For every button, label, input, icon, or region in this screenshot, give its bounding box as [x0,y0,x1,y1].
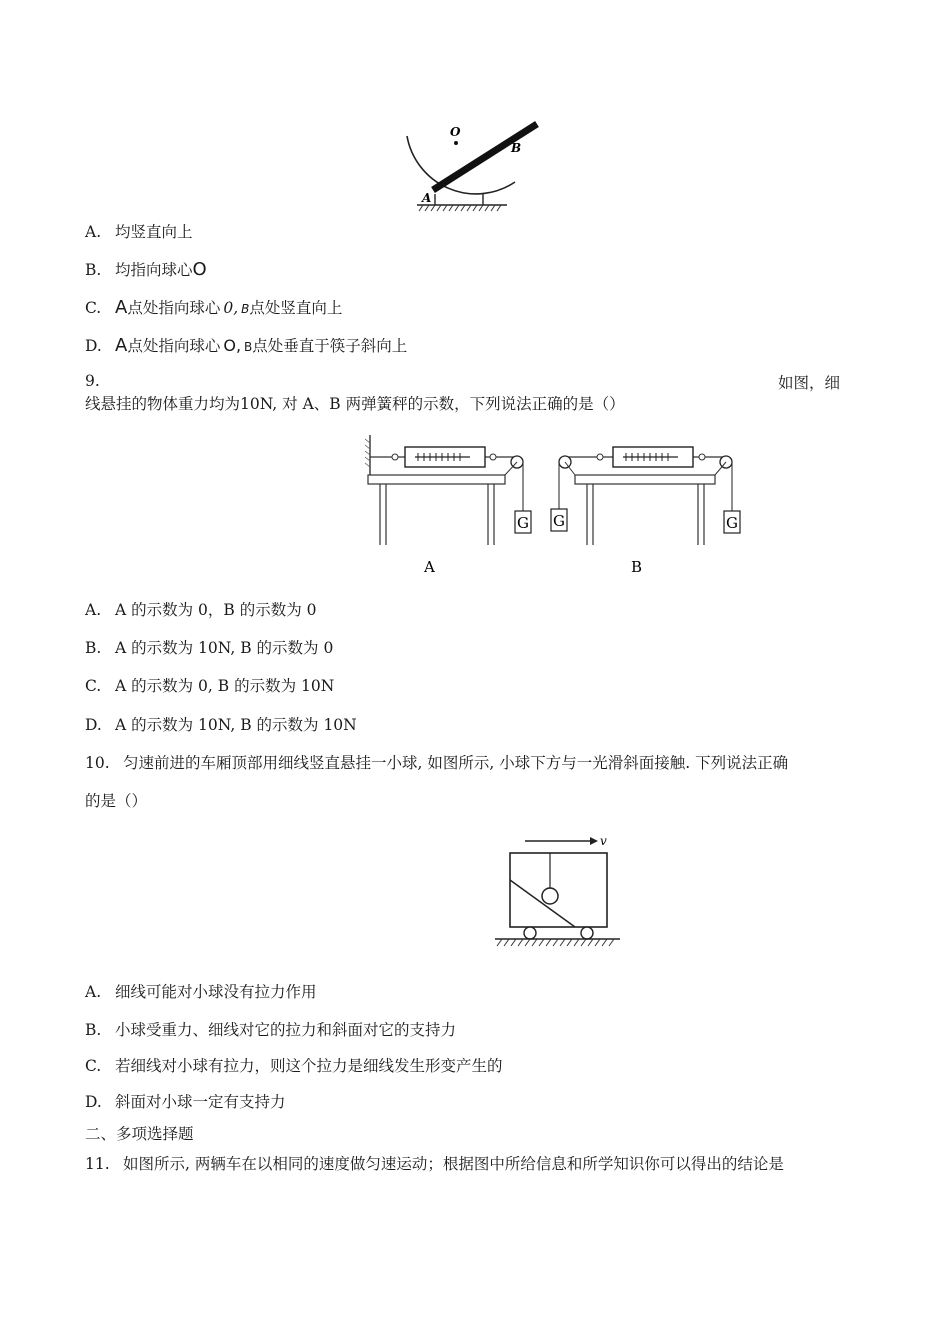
option-b: B [244,340,253,354]
q11-stem-line1 [85,1154,784,1174]
option-label: C. [85,299,102,317]
caption-b: B [631,558,643,576]
option-label: B. [85,1021,102,1039]
caption-a: A [424,558,435,576]
wheel-left [524,927,536,939]
wheel-right [581,927,593,939]
q10-option-a [85,982,317,1002]
q9-option-a [85,600,317,620]
q9-option-c [85,676,334,696]
q9-stem-line2: 线悬挂的物体重力均为10N, 对 A、B 两弹簧秤的示数，下列说法正确的是（） [85,395,625,413]
bowl-chopstick-figure [395,112,555,217]
option-label: B. [85,261,102,279]
setup-b [551,447,740,576]
option-label: A. [85,601,102,619]
option-label: B. [85,639,102,657]
ball [542,888,558,904]
option-label: A. [85,983,102,1001]
option-tail: O [192,259,207,280]
option-text: 均指向球心 [115,261,193,279]
setup-a [365,435,531,576]
option-label: D. [85,716,102,734]
option-label: D. [85,337,102,355]
q10-stem-text: 匀速前进的车厢顶部用细线竖直悬挂一小球, 如图所示, 小球下方与一光滑斜面接触. 下列说法正确 [123,754,789,772]
q11-number: 11. [85,1155,110,1173]
option-text: A 的示数为 0，B 的示数为 0 [115,601,317,619]
q8-option-a [85,222,193,242]
q8-option-d [85,336,407,357]
q10-number: 10. [85,754,110,772]
velocity-label: v [600,834,607,848]
option-lead: A [115,335,128,356]
option-mid: O, [223,336,242,355]
label-a: A [422,191,432,205]
option-text: A 的示数为 10N, B 的示数为 10N [115,716,357,734]
q10-stem-line2: 的是（） [85,792,148,810]
option-label: D. [85,1093,102,1111]
label-o: O [450,125,461,139]
center-point-o [454,141,458,145]
option-text: 点处指向球心 [127,299,221,317]
weight-label-b-left: G [553,512,565,530]
option-label: C. [85,677,102,695]
q9-option-b [85,638,333,658]
option-lead: A [115,297,128,318]
q11-stem-text: 如图所示, 两辆车在以相同的速度做匀速运动；根据图中所给信息和所学知识你可以得出的结论是 [123,1155,784,1173]
weight-label-b-right: G [726,514,738,532]
q10-option-d [85,1092,286,1112]
q9-number: 9. [85,372,100,390]
option-text: 若细线对小球有拉力，则这个拉力是细线发生形变产生的 [115,1057,503,1075]
option-label: A. [85,223,102,241]
option-text: 均竖直向上 [115,223,193,241]
q10-option-c [85,1056,503,1076]
option-tail: 点处竖直向上 [249,299,343,317]
q9-stem-right: 如图，细 [778,374,841,392]
option-mid: 0, [223,299,239,317]
q8-option-b [85,260,207,280]
q9-option-d [85,715,357,735]
option-text: 斜面对小球一定有支持力 [115,1093,286,1111]
carriage-figure [490,828,625,958]
option-label: C. [85,1057,102,1075]
q8-option-c [85,298,342,319]
option-text: 小球受重力、细线对它的拉力和斜面对它的支持力 [115,1021,457,1039]
option-tail: 点处垂直于筷子斜向上 [252,337,408,355]
option-text: 点处指向球心 [127,337,221,355]
chopstick [433,124,537,190]
weight-label-a: G [517,514,529,532]
q10-stem-line1 [85,753,788,773]
q10-option-b [85,1020,456,1040]
section-title: 二、多项选择题 [85,1125,194,1143]
option-b: B [241,302,250,316]
option-text: A 的示数为 0, B 的示数为 10N [115,677,335,695]
spring-scale-figure [360,425,750,580]
label-b: B [511,141,522,155]
option-text: A 的示数为 10N, B 的示数为 0 [115,639,334,657]
option-text: 细线可能对小球没有拉力作用 [115,983,317,1001]
